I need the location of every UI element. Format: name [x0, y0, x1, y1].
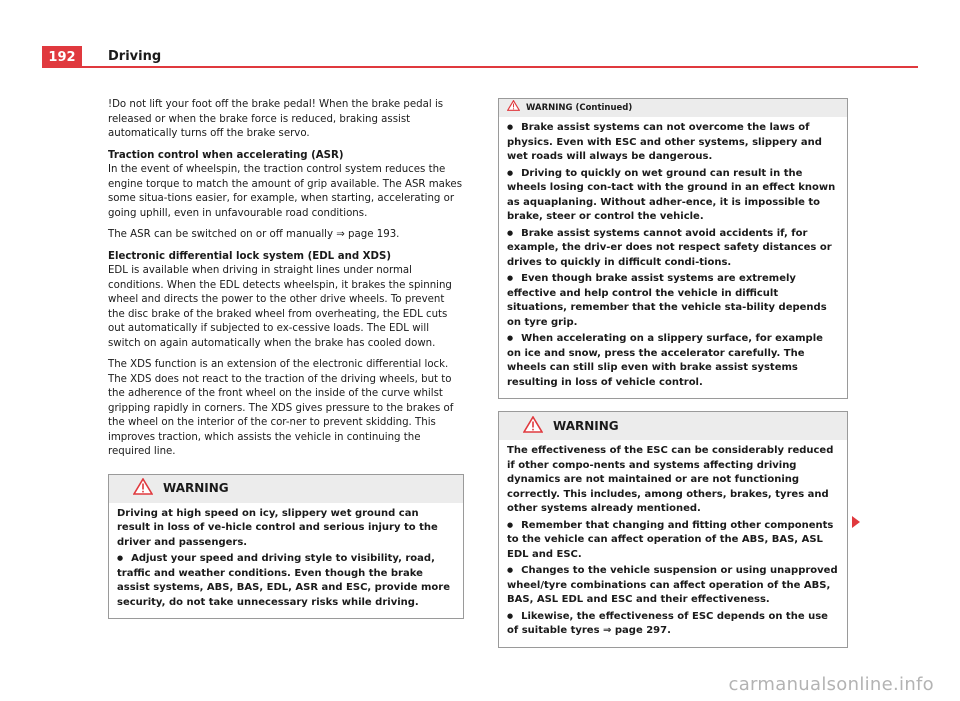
page-number: 192	[42, 46, 82, 68]
warning-header	[109, 475, 463, 503]
warning-triangle-icon	[133, 478, 153, 499]
warning-bullet: ● When accelerating on a slippery surface, for example on ice and snow, press the accelerator carefully. The wheels can still slip even with brake assist systems resulting in loss of vehicle control.	[507, 332, 839, 390]
warning-box-continued	[498, 98, 848, 399]
warning-bullet: ● Remember that changing and fitting other components to the vehicle can affect operation of the ABS, BAS, ASL EDL and ESC.	[507, 519, 839, 563]
asr-heading: Traction control when accelerating (ASR)	[108, 149, 344, 161]
watermark: carmanualsonline.info	[728, 674, 934, 695]
warning-box-speed	[108, 474, 464, 620]
warning-bullet: ● Driving to quickly on wet ground can result in the wheels losing con-tact with the ground in an effect known as aquaplaning. Without adher-ence, it is impossible to brake, steer or control the vehicle.	[507, 167, 839, 225]
warning-triangle-icon	[507, 100, 520, 117]
asr-paragraph: In the event of wheelspin, the traction control system reduces the engine torque to match the amount of grip available. The ASR makes some situa-tions easier, for example, when starting, accelerating or going uphill, even in unfavourable road conditions.	[108, 164, 463, 219]
right-column	[498, 98, 848, 648]
warning-bullet: ● Likewise, the effectiveness of ESC depends on the use of suitable tyres ⇒ page 297.	[507, 610, 839, 639]
warning-bullet: ● Brake assist systems can not overcome the laws of physics. Even with ESC and other systems, slippery and wet roads will always be dangerous.	[507, 121, 839, 165]
warning-triangle-icon	[523, 416, 543, 437]
section-title: Driving	[108, 49, 162, 64]
edl-heading: Electronic differential lock system (EDL and XDS)	[108, 250, 391, 262]
warning-continued-title: WARNING (Continued)	[526, 102, 633, 113]
continue-arrow-icon	[852, 516, 860, 528]
edl-paragraph: EDL is available when driving in straight lines under normal conditions. When the EDL detects wheelspin, it brakes the spinning wheel and directs the power to the other drive wheels. To prevent the disc brake of the braked wheel from overheating, the EDL cuts out automatically if subjected to ex-cessive loads. The EDL will switch on again automatically when the brake has cooled down.	[108, 265, 452, 349]
warning-bullet: ● Changes to the vehicle suspension or using unapproved wheel/tyre combinations can affect operation of the ABS, BAS, ASL EDL and ESC and their effectiveness.	[507, 564, 839, 608]
warning-box-esc	[498, 411, 848, 648]
warning-lead: Driving at high speed on icy, slippery wet ground can result in loss of ve-hicle control and serious injury to the driver and passengers.	[117, 507, 438, 548]
warning-lead: The effectiveness of the ESC can be considerably reduced if other compo-nents and systems affecting driving dynamics are not maintained or are not functioning correctly. This includes, among others, brakes, tyres and other systems already mentioned.	[507, 445, 834, 514]
warning-title: WARNING	[163, 481, 229, 496]
left-column	[108, 98, 464, 619]
xds-paragraph: The XDS function is an extension of the electronic differential lock. The XDS does not react to the traction of the driving wheels, but to the adherence of the front wheel on the inside of the curve whilst gripping rapidly in corners. The XDS gives pressure to the brakes of the wheel on the interior of the cor-ner to prevent skidding. This improves traction, which assists the vehicle in continuing the required line.	[108, 359, 454, 457]
warning-bullet: ● Even though brake assist systems are extremely effective and help control the vehicle in difficult situations, remember that the vehicle sta-bility depends on tyre grip.	[507, 272, 839, 330]
brake-pedal-paragraph: !Do not lift your foot off the brake pedal! When the brake pedal is released or when the brake force is reduced, braking assist automatically turns off the brake servo.	[108, 99, 444, 139]
warning-bullet: ● Adjust your speed and driving style to visibility, road, traffic and weather conditions. Even though the brake assist systems, ABS, BAS, EDL, ASR and ESC, provide more security, do not take unnecessary risks while driving.	[117, 552, 455, 610]
header-rule	[82, 66, 918, 68]
asr-switch-paragraph: The ASR can be switched on or off manually ⇒ page 193.	[108, 229, 400, 240]
warning-continued-header	[499, 99, 847, 117]
warning-header	[499, 412, 847, 440]
warning-title: WARNING	[553, 418, 619, 433]
warning-bullet: ● Brake assist systems cannot avoid accidents if, for example, the driv-er does not respect safety distances or drives to quickly in difficult condi-tions.	[507, 227, 839, 271]
